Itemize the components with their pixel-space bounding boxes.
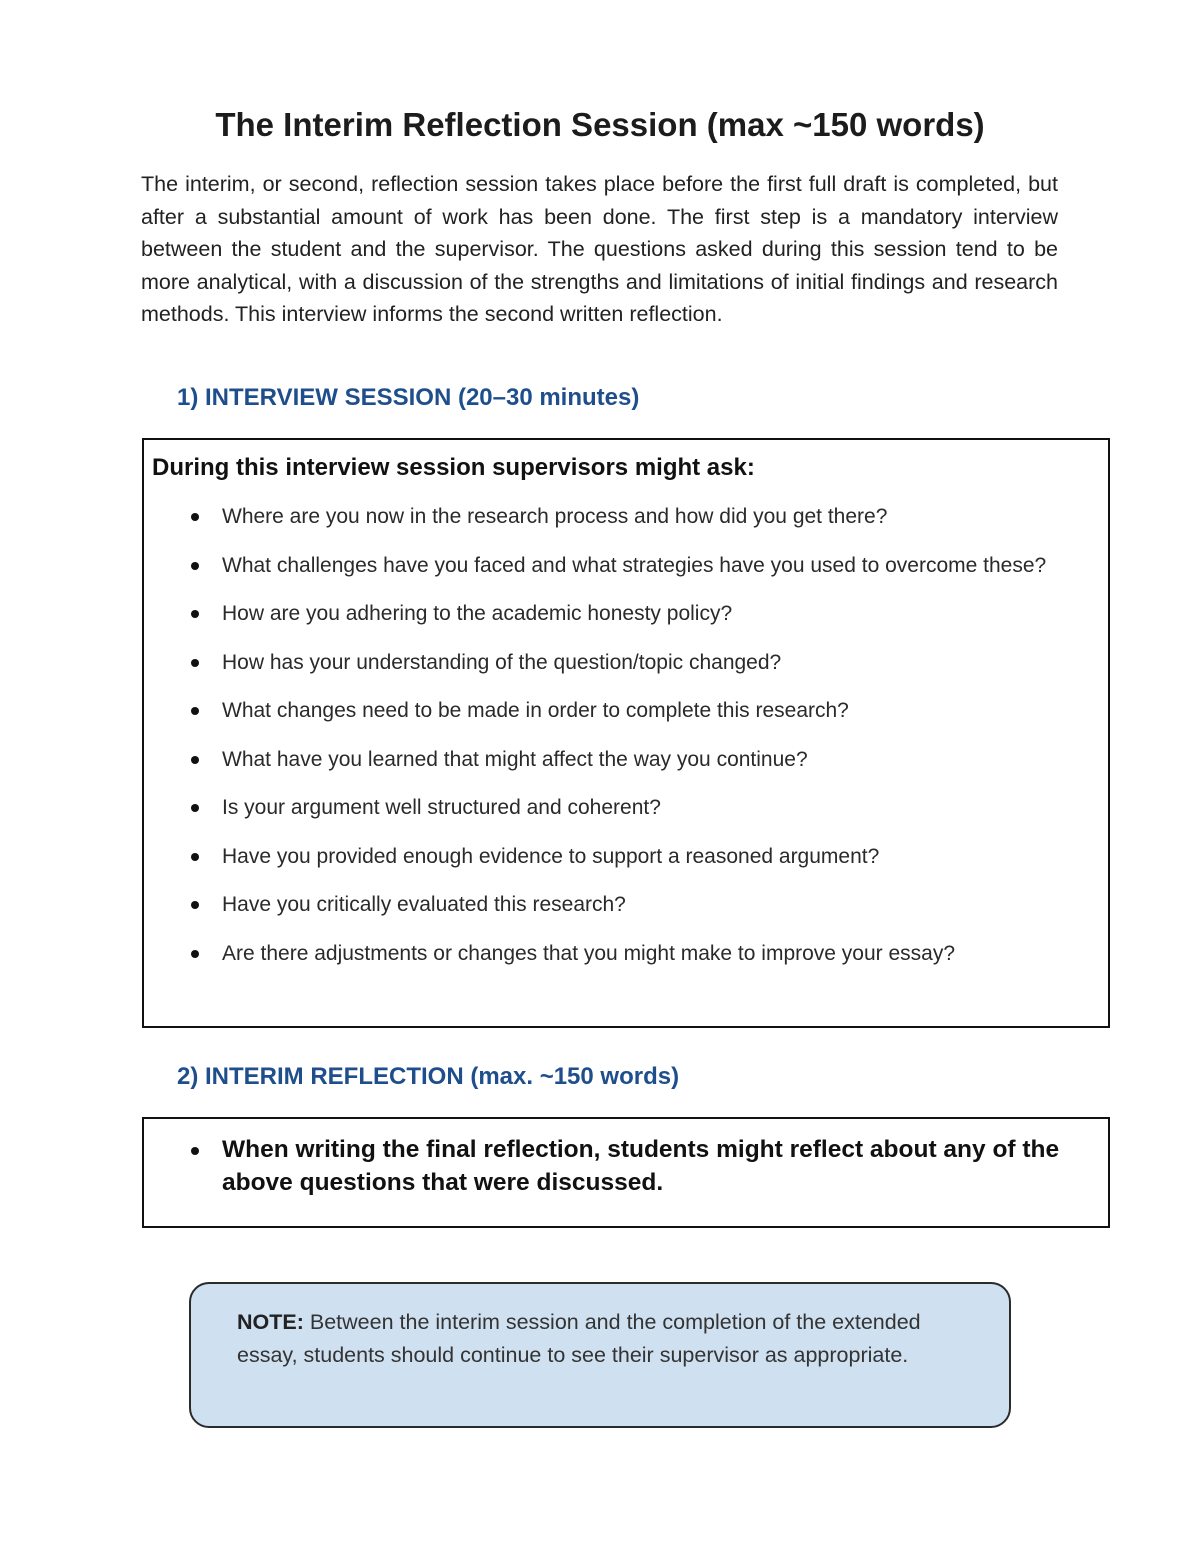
question-list [144, 502, 1108, 987]
list-item [144, 696, 1108, 725]
question-text: What challenges have you faced and what strategies have you used to overcome these? [222, 553, 1047, 577]
list-item [144, 599, 1108, 628]
list-item [144, 745, 1108, 774]
bullet-icon [191, 1147, 199, 1155]
bullet-icon [191, 804, 199, 812]
list-item [144, 793, 1108, 822]
question-text: How has your understanding of the question/topic changed? [222, 650, 782, 674]
bullet-icon [191, 853, 199, 861]
bullet-icon [191, 901, 199, 909]
bullet-icon [191, 610, 199, 618]
bullet-icon [191, 756, 199, 764]
interview-session-heading: 1) INTERVIEW SESSION (20–30 minutes) [177, 384, 640, 411]
question-text: What changes need to be made in order to complete this research? [222, 699, 849, 722]
reflection-text: When writing the final reflection, students might reflect about any of the above questions that were discussed. [222, 1136, 1060, 1196]
bullet-icon [191, 513, 199, 521]
question-text: Are there adjustments or changes that you might make to improve your essay? [222, 941, 956, 965]
bullet-icon [191, 659, 199, 667]
interview-questions-box [142, 438, 1110, 1028]
list-item [144, 1133, 1108, 1199]
note-callout [189, 1282, 1011, 1428]
bullet-icon [191, 707, 199, 715]
page-title: The Interim Reflection Session (max ~150 words) [215, 106, 985, 143]
list-item [144, 502, 1108, 531]
bullet-icon [191, 562, 199, 570]
question-text: Have you critically evaluated this research? [222, 893, 626, 916]
bullet-icon [191, 950, 199, 958]
list-item [144, 551, 1108, 580]
interim-reflection-heading: 2) INTERIM REFLECTION (max. ~150 words) [177, 1063, 680, 1090]
question-text: What have you learned that might affect the way you continue? [222, 747, 808, 771]
note-text: Between the interim session and the completion of the extended essay, students should continue to see their supervisor as appropriate. [237, 1310, 921, 1367]
question-text: Is your argument well structured and coherent? [222, 796, 661, 819]
list-item [144, 842, 1108, 871]
interview-box-heading: During this interview session supervisors might ask: [152, 454, 755, 481]
question-text: How are you adhering to the academic honesty policy? [222, 602, 733, 625]
list-item [144, 939, 1108, 968]
list-item [144, 890, 1108, 919]
question-text: Where are you now in the research process and how did you get there? [222, 505, 888, 528]
list-item [144, 648, 1108, 677]
note-label: NOTE: [237, 1310, 304, 1334]
question-text: Have you provided enough evidence to support a reasoned argument? [222, 844, 880, 868]
interim-reflection-box [142, 1117, 1110, 1228]
intro-paragraph: The interim, or second, reflection session takes place before the first full draft is completed, but after a substantial amount of work has been done. The first step is a mandatory interview between the student and the supervisor. The questions asked during this session tend to be more analytical, with a discussion of the strengths and limitations of initial findings and research methods. This interview informs the second written reflection. [141, 172, 1058, 326]
